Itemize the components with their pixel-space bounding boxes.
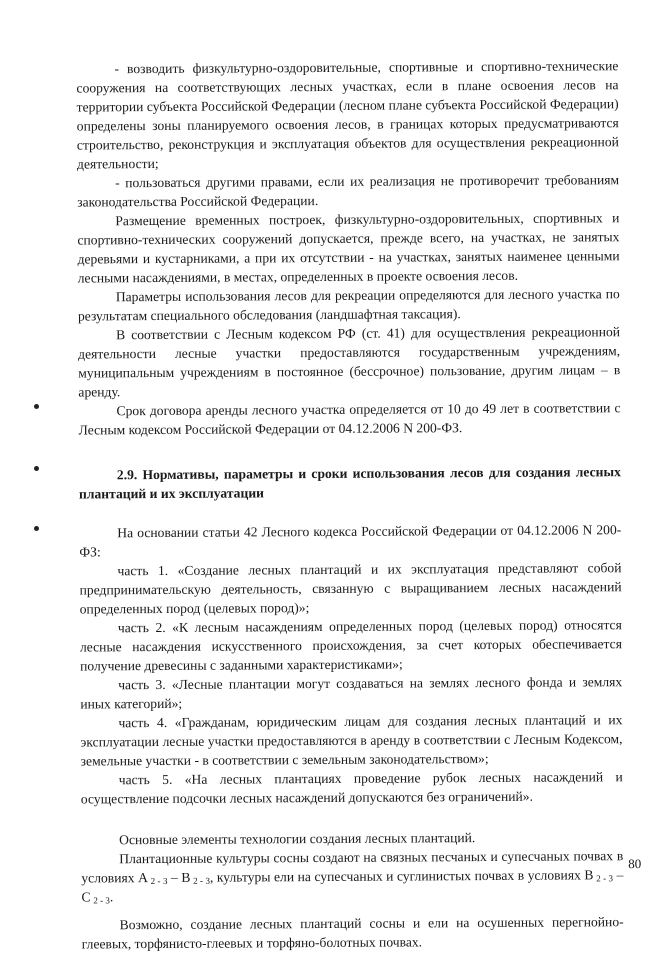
subscript-d: 2 - 3 (93, 895, 110, 906)
subscript-c: 2 - 3 (596, 873, 614, 884)
paragraph-intro: На основании статьи 42 Лесного кодекса Российской Федерации от 04.12.2006 N 200-ФЗ: (79, 522, 622, 560)
subscript-b: 2 - 3 (193, 875, 210, 886)
paragraph-lease-term: Срок договора аренды лесного участка определяется от 10 до 49 лет в соответствии с Лесным кодексом Российской Федерации от 04.12.2006 N 200-ФЗ. (78, 400, 621, 438)
paragraph-part-2: часть 2. «К лесным насаждениям определенных пород (целевых пород) относятся лесные насаждения искусственного происхождения, за счет которых обеспечивается получение древесины с заданными характеристиками»; (79, 617, 622, 674)
paragraph-tech-conditions: Плантационные культуры сосны создают на связных песчаных и супесчаных почвах в условиях А $_{2 - 3}$ – В $_{2 - 3}$, культуры ели на супесчаных и суглинистых почвах в условиях В $_{2 - 3}$ – С $_{2 - 3}$. (81, 848, 624, 906)
paragraph-part-3: часть 3. «Лесные плантации могут создаваться на землях лесного фонда и землях иных категорий»; (80, 674, 623, 712)
subscript-a: 2 - 3 (150, 875, 168, 887)
bullet-paragraph-build: - возводить физкультурно-оздоровительные, спортивные и спортивно-технические сооружения на соответствующих лесных участках, если в плане освоения лесов на территории субъекта Российской Федерации (лесном плане субъекта Российской Федерации) определены зоны планируемого освоения лесов, в границах которых предусматриваются строительство, реконструкция и эксплуатация объектов для осуществления рекреационной деятельности; (76, 58, 619, 172)
paragraph-parameters: Параметры использования лесов для рекреации определяются для лесного участка по результатам специального обследования (ландшафтная таксация). (77, 286, 620, 324)
page-number: 80 (628, 856, 642, 872)
paragraph-tech-soils: Возможно, создание лесных плантаций сосны и ели на осушенных перегнойно-глеевых, торфянисто-глеевых и торфяно-болотных почвах. (81, 914, 624, 952)
punch-hole-mark (34, 404, 39, 409)
punch-hole-mark (34, 526, 39, 531)
punch-hole-mark (34, 466, 39, 471)
section-heading: 2.9. Нормативы, параметры и сроки использования лесов для создания лесных плантаций и их эксплуатации (78, 464, 621, 502)
paragraph-tech-title: Основные элементы технологии создания лесных плантаций. (119, 830, 476, 848)
bullet-paragraph-rights: - пользоваться другими правами, если их реализация не противоречит требованиям законодательства Российской Федерации. (77, 172, 620, 210)
paragraph-forest-code: В соответствии с Лесным кодексом РФ (ст. 41) для осуществления рекреационной деятельности лесные участки предоставляются государственным учреждениям, муниципальным учреждениям в постоянное (бессрочное) пользование, другим лицам – в аренду. (78, 324, 621, 400)
paragraph-placement: Размещение временных построек, физкультурно-оздоровительных, спортивных и спортивно-технических сооружений допускается, прежде всего, на участках, не занятых деревьями и кустарниками, а при их отсутствии - на участках, занятых наименее ценными лесными насаждениями, в местах, определенных в проекте освоения лесов. (77, 210, 620, 286)
paragraph-part-5: часть 5. «На лесных плантациях проведение рубок лесных насаждений и осуществление подсочки лесных насаждений допускаются без ограничений». (80, 769, 623, 807)
paragraph-part-4: часть 4. «Гражданам, юридическим лицам для создания лесных плантаций и их эксплуатации лесные участки предоставляются в аренду в соответствии с Лесным Кодексом, земельные участки - в соответствии с земельным законодательством»; (80, 712, 623, 769)
paragraph-part-1: часть 1. «Создание лесных плантаций и их эксплуатация представляют собой предпринимательскую деятельность, связанную с выращиванием лесных насаждений определенных пород (целевых пород)»; (79, 560, 622, 617)
